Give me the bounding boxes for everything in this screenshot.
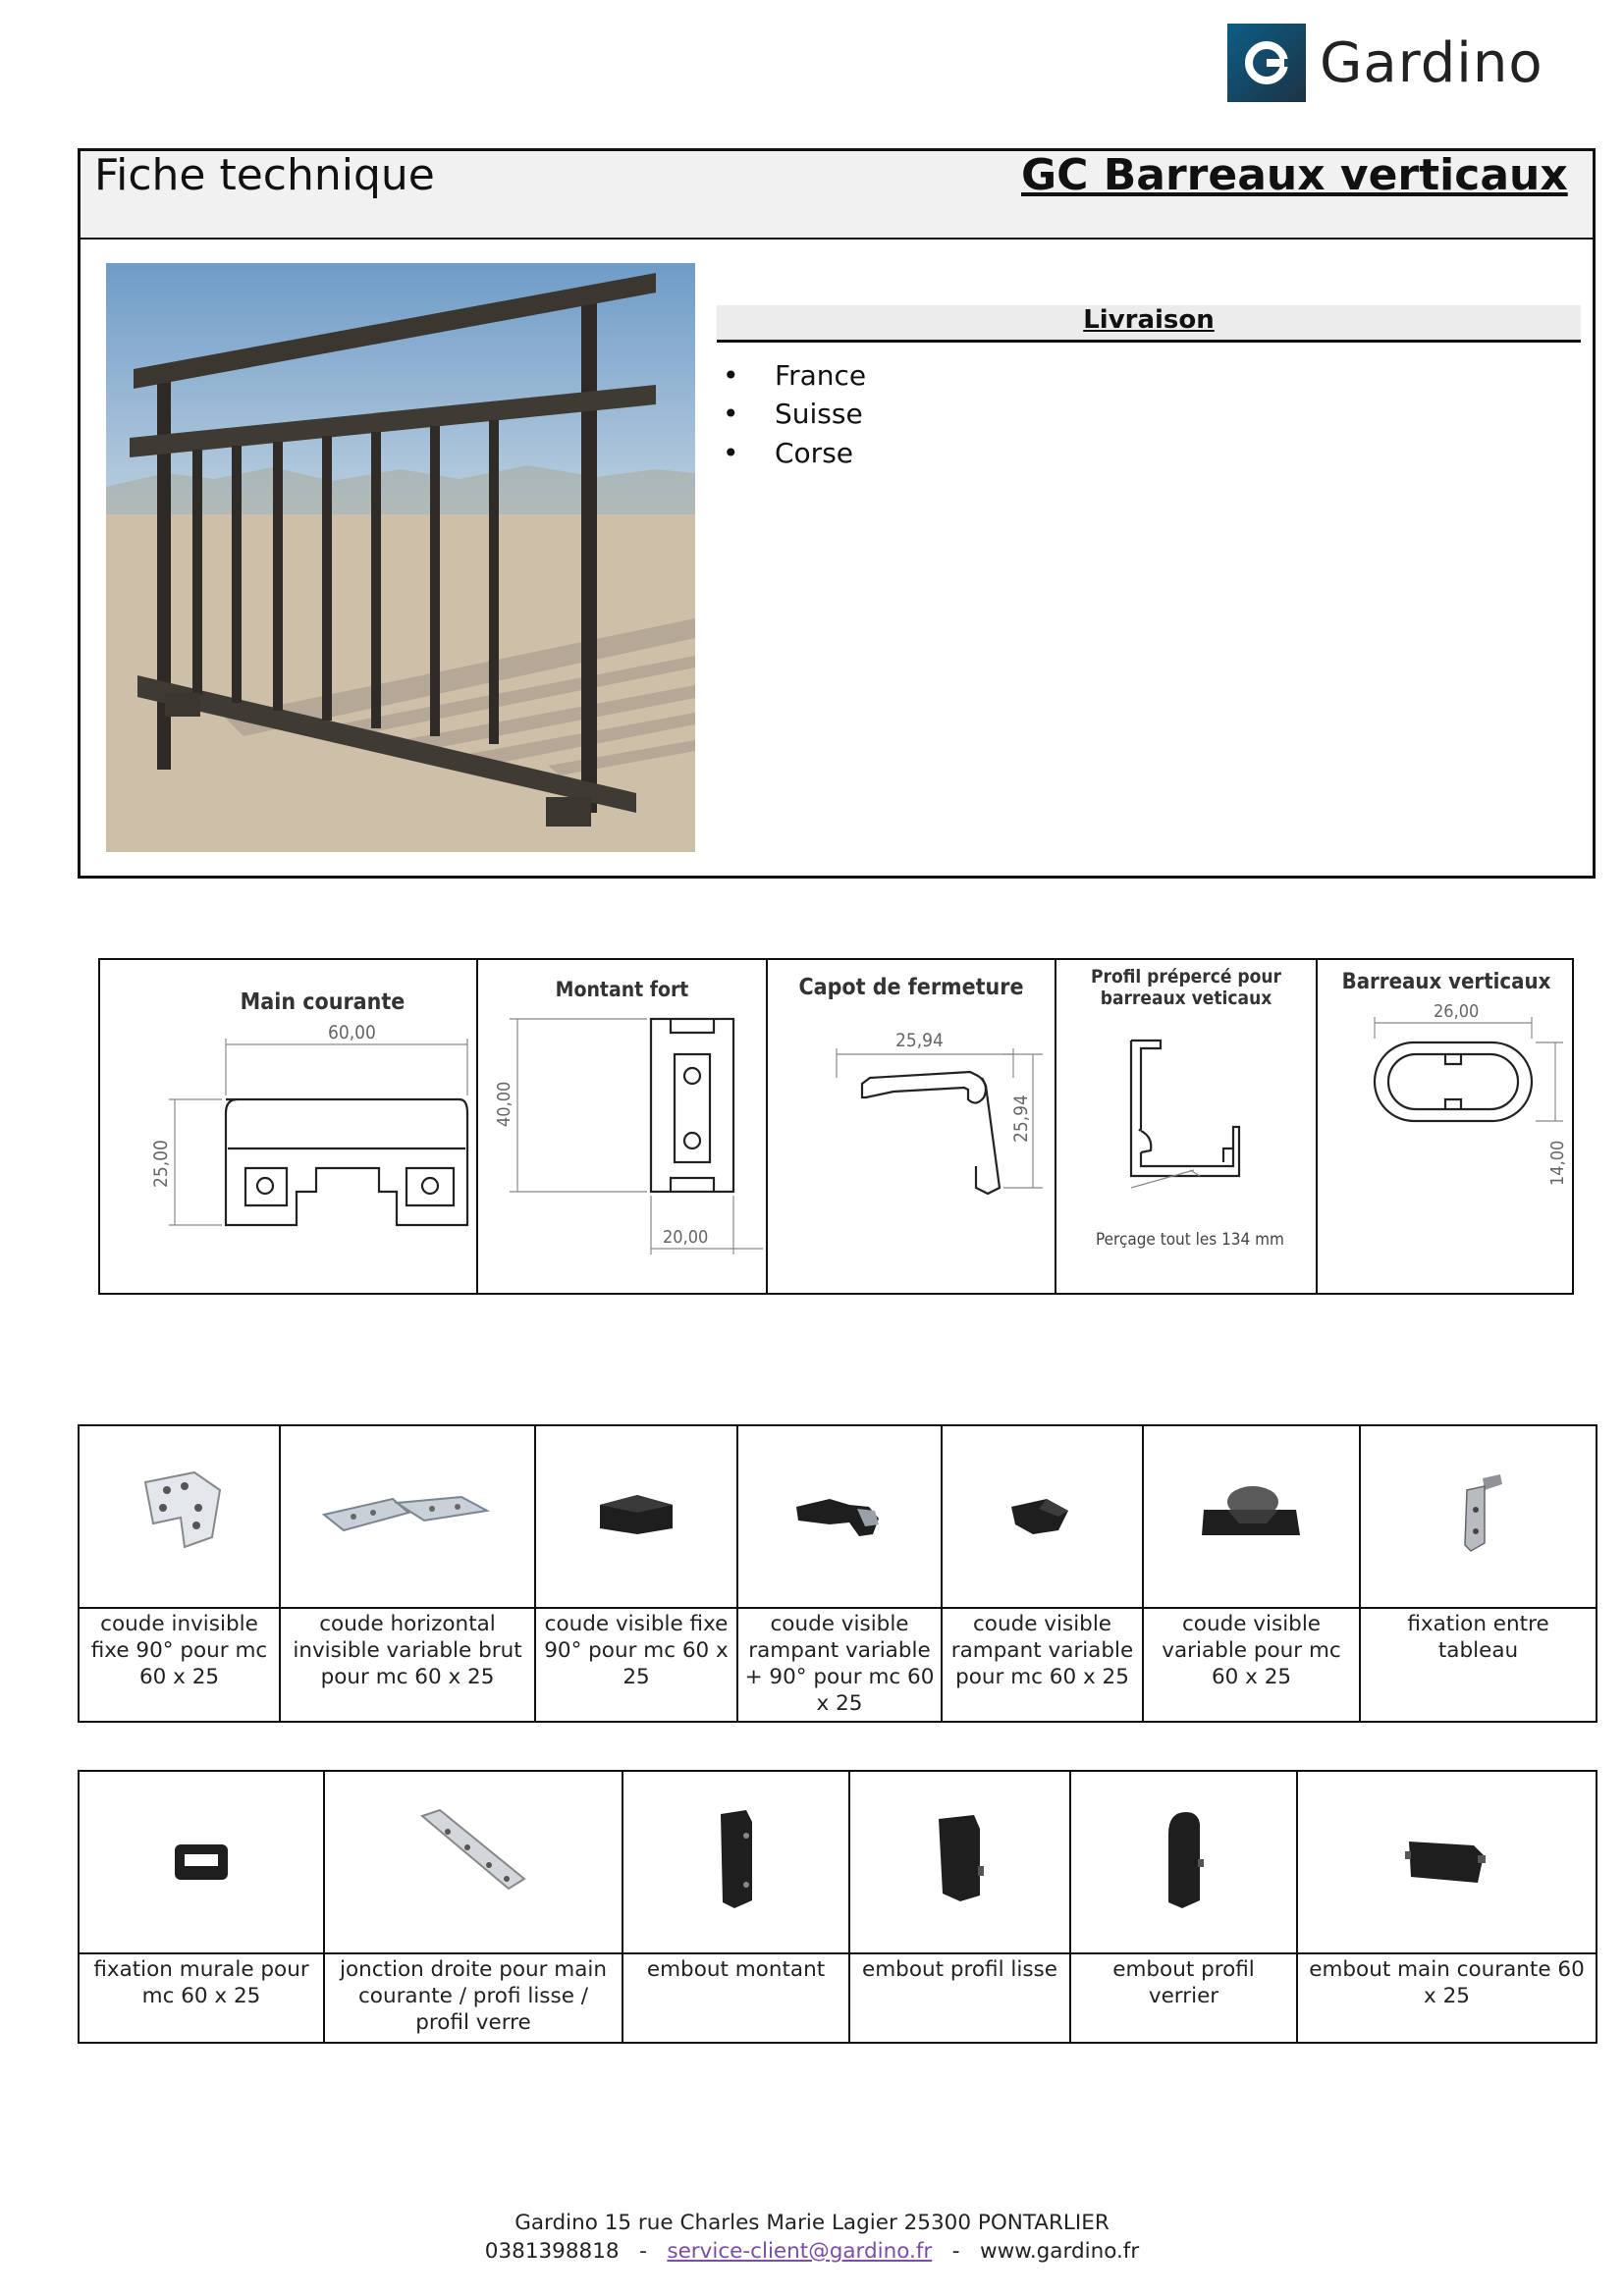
profile-cell-capot — [768, 960, 1056, 1293]
dimension-label: 26,00 — [1434, 1001, 1480, 1022]
dimension-label: 25,00 — [150, 1140, 172, 1188]
bracket-icon — [1449, 1470, 1508, 1559]
brand-logo — [1227, 24, 1581, 104]
profile-title-line: barreaux veticaux — [1100, 988, 1272, 1009]
post-profile-drawing — [478, 960, 766, 1293]
profile-cell-main-courante — [100, 960, 478, 1293]
visible-elbow-icon — [592, 1485, 680, 1544]
footer-separator — [625, 2239, 639, 2264]
product-title: GC Barreaux verticaux — [1021, 150, 1568, 200]
profile-title-line: Profil prépercé pour — [1091, 966, 1281, 988]
logo-mark-icon — [1227, 24, 1306, 102]
accessory-label: fixation entre tableau — [1360, 1608, 1597, 1722]
accessory-label: coude visible fixe 90° pour mc 60 x 25 — [535, 1608, 737, 1722]
invisible-elbow-icon — [126, 1461, 234, 1569]
dimension-label: 20,00 — [663, 1227, 709, 1248]
accessory-label: embout main courante 60 x 25 — [1297, 1953, 1597, 2043]
accessory-label: embout profil lisse — [849, 1953, 1070, 2043]
accessory-image-cell — [79, 1425, 280, 1608]
accessory-image-cell — [737, 1425, 942, 1608]
bar-profile-drawing — [1318, 960, 1573, 1293]
livraison-item: Corse — [775, 437, 854, 469]
accessory-image-cell — [849, 1771, 1070, 1953]
profile-title: Main courante — [240, 989, 406, 1015]
accessory-image-cell — [623, 1771, 849, 1953]
glass-profile-cap-icon — [1155, 1806, 1214, 1914]
accessory-image-cell — [1143, 1425, 1360, 1608]
profile-title: Capot de fermeture — [798, 975, 1024, 1000]
livraison-item: Suisse — [775, 398, 863, 430]
straight-joint-icon — [414, 1806, 532, 1914]
brand-name: Gardino — [1320, 31, 1543, 95]
accessory-image-cell — [280, 1425, 535, 1608]
accessory-label: embout profil verrier — [1070, 1953, 1297, 2043]
prepierced-profile-drawing — [1056, 960, 1316, 1293]
closing-cap-profile-drawing — [768, 960, 1055, 1293]
footer — [0, 2209, 1624, 2266]
footer-separator: - — [639, 2239, 647, 2264]
footer-contact — [0, 2237, 1624, 2266]
rail-cap-icon — [931, 1811, 990, 1909]
document-label: Fiche technique — [94, 150, 435, 200]
profile-title: Montant fort — [555, 978, 689, 1001]
variable-elbow-icon — [1198, 1480, 1306, 1549]
wall-mount-icon — [167, 1831, 236, 1890]
accessory-label: coude visible variable pour mc 60 x 25 — [1143, 1608, 1360, 1722]
accessory-image-cell — [1360, 1425, 1597, 1608]
footer-website-link[interactable]: www.gardino.fr — [980, 2239, 1140, 2264]
accessory-label: jonction droite pour main courante / profi lisse / profil verre — [324, 1953, 623, 2043]
dimension-label: 25,94 — [895, 1030, 944, 1051]
profiles-table — [98, 958, 1574, 1295]
footer-email-link[interactable]: service-client@gardino.fr — [667, 2239, 933, 2264]
horizontal-elbow-icon — [314, 1475, 501, 1554]
accessory-label: coude horizontal invisible variable brut pour mc 60 x 25 — [280, 1608, 535, 1722]
accessory-label: coude visible rampant variable + 90° pour mc 60 x 25 — [737, 1608, 942, 1722]
rampant-elbow-icon — [790, 1485, 889, 1544]
accessory-image-cell — [942, 1425, 1143, 1608]
bullet-icon: • — [723, 359, 739, 392]
accessory-label: fixation murale pour mc 60 x 25 — [79, 1953, 324, 2043]
profile-cell-prepierced — [1056, 960, 1318, 1293]
railing-photo — [106, 263, 695, 852]
profile-title: Barreaux verticaux — [1341, 970, 1551, 994]
rampant-variable-elbow-icon — [1003, 1485, 1082, 1544]
footer-address: Gardino 15 rue Charles Marie Lagier 25300 PONTARLIER — [514, 2211, 1110, 2235]
post-cap-icon — [707, 1806, 766, 1914]
handrail-cap-icon — [1403, 1826, 1491, 1895]
dimension-label: 60,00 — [328, 1022, 376, 1043]
profile-cell-barreaux — [1318, 960, 1575, 1293]
accessories-table-2 — [78, 1770, 1597, 2044]
accessory-label: coude visible rampant variable pour mc 60 x 25 — [942, 1608, 1143, 1722]
handrail-profile-drawing — [100, 960, 476, 1293]
livraison-item: France — [775, 359, 867, 392]
footer-phone: 0381398818 — [484, 2239, 620, 2264]
accessory-label: embout montant — [623, 1953, 849, 2043]
dimension-label: 40,00 — [494, 1081, 514, 1127]
dimension-label: 14,00 — [1547, 1140, 1568, 1186]
livraison-title: Livraison — [1083, 305, 1215, 335]
accessory-image-cell — [1070, 1771, 1297, 1953]
accessory-image-cell — [1297, 1771, 1597, 1953]
drilling-note: Perçage tout les 134 mm — [1096, 1230, 1284, 1250]
footer-separator: - — [951, 2239, 960, 2264]
profile-cell-montant-fort — [478, 960, 768, 1293]
accessory-label: coude invisible fixe 90° pour mc 60 x 25 — [79, 1608, 280, 1722]
accessory-image-cell — [79, 1771, 324, 1953]
bullet-icon: • — [723, 437, 739, 469]
dimension-label: 25,94 — [1010, 1095, 1032, 1143]
accessories-table-1 — [78, 1424, 1597, 1723]
accessory-image-cell — [535, 1425, 737, 1608]
bullet-icon: • — [723, 398, 739, 430]
accessory-image-cell — [324, 1771, 623, 1953]
